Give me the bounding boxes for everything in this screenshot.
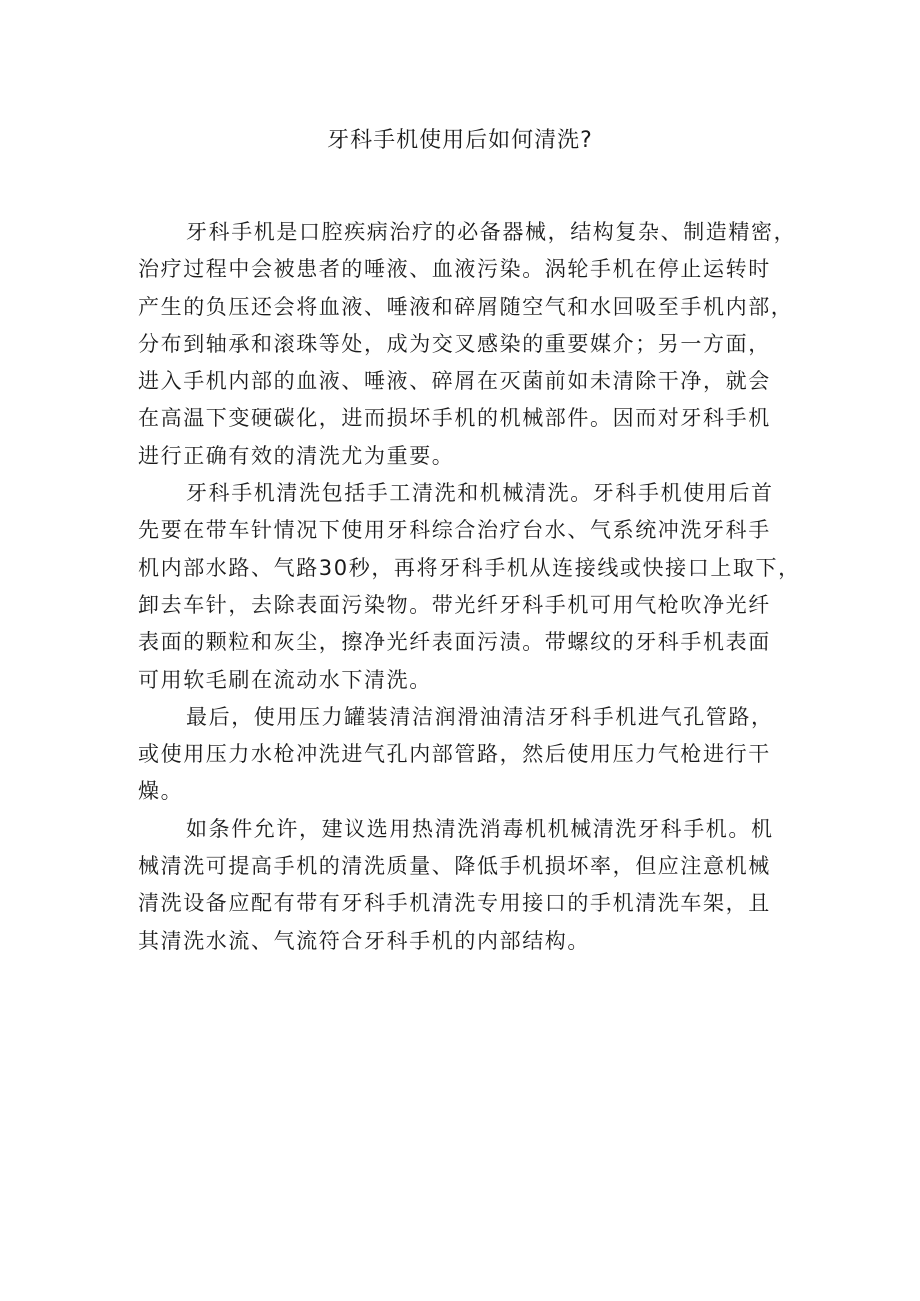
text-line: 卸去车针，去除表面污染物。带光纤牙科手机可用气枪吹净光纤	[138, 592, 771, 617]
text-line: 牙科手机是口腔疾病治疗的必备器械，结构复杂、制造精密，	[186, 220, 797, 244]
paragraph-2	[138, 475, 801, 699]
text-line: 清洗设备应配有带有牙科手机清洗专用接口的手机清洗车架，且	[138, 891, 771, 916]
document-body	[138, 214, 801, 960]
text-line: 最后，使用压力罐装清洁润滑油清洁牙科手机进气孔管路，	[186, 704, 774, 729]
paragraph-1	[138, 214, 798, 475]
text-line: 燥。	[138, 779, 184, 804]
text-line: 先要在带车针情况下使用牙科综合治疗台水、气系统冲洗牙科手	[138, 518, 771, 543]
text-line: 械清洗可提高手机的清洗质量、降低手机损坏率，但应注意机械	[138, 854, 771, 879]
text-line: 进入手机内部的血液、唾液、碎屑在灭菌前如未清除干净，就会	[138, 369, 771, 394]
text-line: 可用软毛刷在流动水下清洗。	[138, 667, 432, 692]
text-line: 或使用压力水枪冲洗进气孔内部管路，然后使用压力气枪进行干	[138, 742, 771, 767]
text-line: 产生的负压还会将血液、唾液和碎屑随空气和水回吸至手机内部，	[138, 294, 794, 319]
text-line: 如条件允许，建议选用热清洗消毒机机械清洗牙科手机。机	[186, 816, 774, 841]
text-line: 表面的颗粒和灰尘，擦净光纤表面污渍。带螺纹的牙科手机表面	[138, 630, 771, 655]
text-line: 治疗过程中会被患者的唾液、血液污染。涡轮手机在停止运转时	[138, 257, 771, 282]
paragraph-4	[138, 811, 798, 960]
text-line: 分布到轴承和滚珠等处，成为交叉感染的重要媒介；另一方面，	[138, 331, 771, 356]
text-line: 进行正确有效的清洗尤为重要。	[138, 443, 455, 468]
document-title: 牙科手机使用后如何清洗?	[327, 128, 593, 153]
paragraph-3	[138, 699, 798, 811]
text-line: 牙科手机清洗包括手工清洗和机械清洗。牙科手机使用后首	[186, 481, 774, 506]
text-line: 其清洗水流、气流符合牙科手机的内部结构。	[138, 928, 590, 953]
text-line: 在高温下变硬碳化，进而损坏手机的机械部件。因而对牙科手机	[138, 406, 771, 431]
text-line: 机内部水路、气路30秒，再将牙科手机从连接线或快接口上取下，	[138, 555, 801, 580]
